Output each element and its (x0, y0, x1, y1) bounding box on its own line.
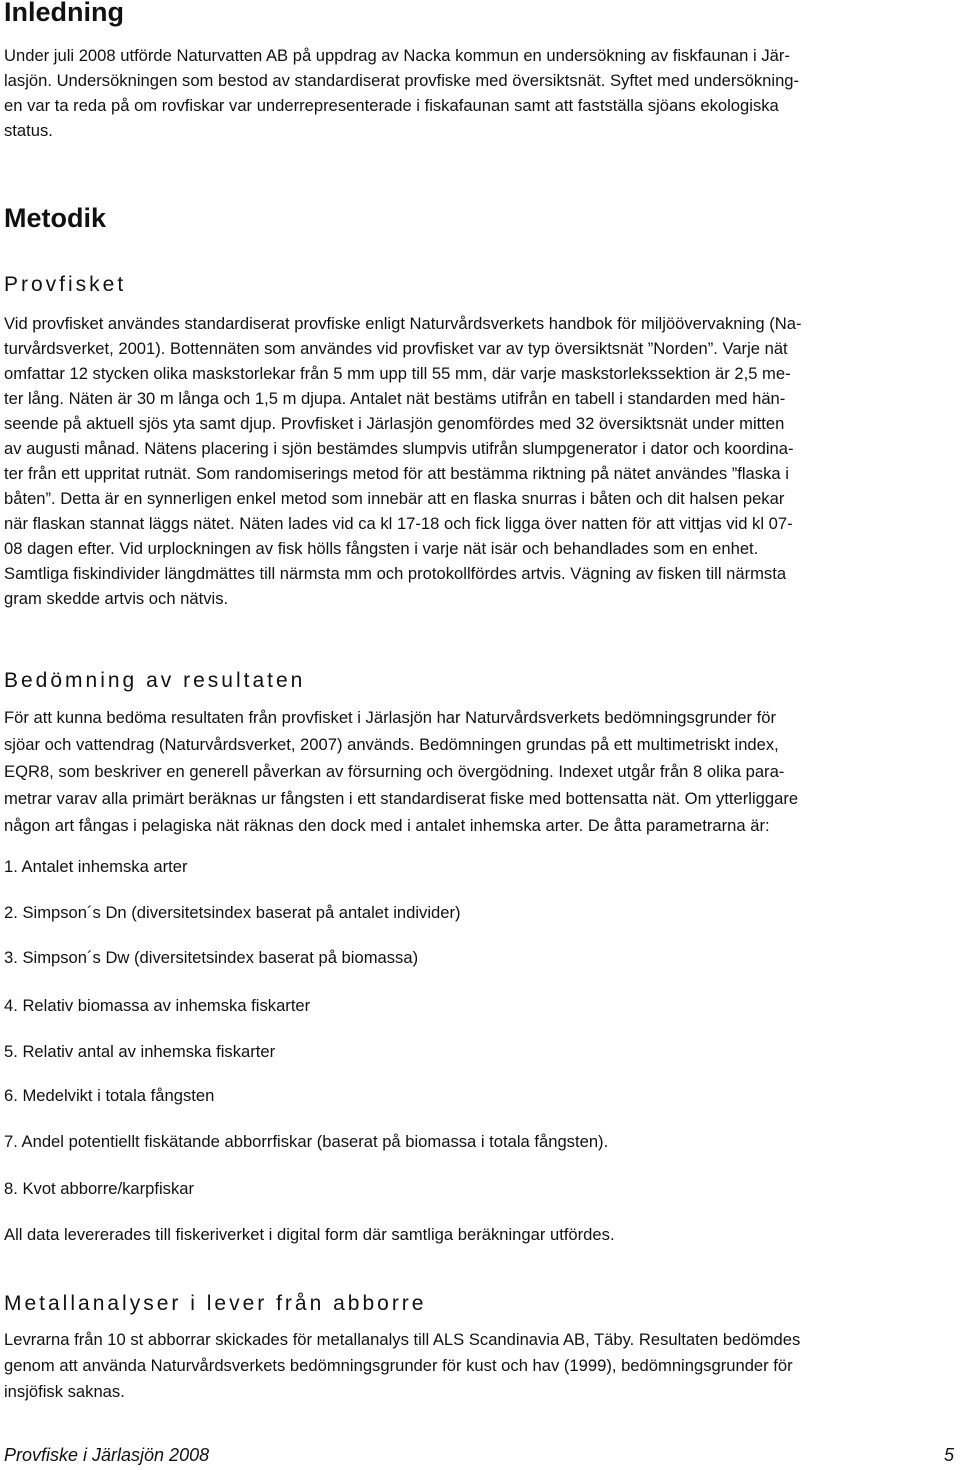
text-line: 08 dagen efter. Vid urplockningen av fisk hölls fångsten i varje nät isär och behandlades som en enhet. (4, 539, 759, 558)
text-line: insjöfisk saknas. (4, 1382, 125, 1401)
text-line: metrar varav alla primärt beräknas ur fångsten i ett standardiserat fiske med bottensatta nät. Om ytterliggare (4, 789, 799, 808)
text-line: lasjön. Undersökningen som bestod av standardiserat provfiske med översiktsnät. Syftet med undersökning- (4, 71, 800, 90)
text-line: genom att använda Naturvårdsverkets bedömningsgrunder för kust och hav (1999), bedömningsgrunder för (4, 1356, 793, 1375)
text-line: seende på aktuell sjös yta samt djup. Provfisket i Järlasjön genomfördes med 32 översiktsnät under mitten (4, 414, 785, 433)
heading-provfisket: Provfisket (4, 273, 127, 296)
assessment-paragraph (4, 704, 954, 839)
list-item: 7. Andel potentiellt fiskätande abborrfiskar (baserat på biomassa i totala fångsten). (4, 1132, 609, 1151)
text-line: sjöar och vattendrag (Naturvårdsverket, 2007) används. Bedömningen grundas på ett multimetriskt index, (4, 735, 779, 754)
text-line: turvårdsverket, 2001). Bottennäten som användes vid provfisket var av typ översiktsnät ”Norden”. Varje nät (4, 339, 788, 358)
text-line: Levrarna från 10 st abborrar skickades för metallanalys till ALS Scandinavia AB, Täby. Resultaten bedömdes (4, 1330, 801, 1349)
text-line: när flaskan stannat läggs nätet. Näten lades vid ca kl 17-18 och fick ligga över natten för att vittjas vid kl 07- (4, 514, 793, 533)
text-line: någon art fångas i pelagiska nät räknas den dock med i antalet inhemska arter. De åtta parametrarna är: (4, 816, 770, 835)
text-line: båten”. Detta är en synnerligen enkel metod som innebär att en flaska snurras i båten och dit halsen pekar (4, 489, 785, 508)
intro-paragraph (4, 43, 954, 143)
list-item: 6. Medelvikt i totala fångsten (4, 1086, 215, 1105)
text-line: av augusti månad. Nätens placering i sjön bestämdes slumpvis utifrån slumpgenerator i dator och koordina- (4, 439, 794, 458)
heading-inledning: Inledning (4, 0, 124, 27)
text-line: Vid provfisket användes standardiserat provfiske enligt Naturvårdsverkets handbok för miljöövervakning (Na- (4, 314, 802, 333)
text-line: status. (4, 121, 53, 140)
text-line: gram skedde artvis och nätvis. (4, 589, 229, 608)
provfisket-paragraph (4, 311, 954, 611)
heading-metodik: Metodik (4, 203, 107, 233)
heading-bedomning: Bedömning av resultaten (4, 669, 306, 692)
list-item: 8. Kvot abborre/karpfiskar (4, 1179, 194, 1198)
text-line: Under juli 2008 utförde Naturvatten AB på uppdrag av Nacka kommun en undersökning av fiskfaunan i Jär- (4, 46, 790, 65)
list-item: 5. Relativ antal av inhemska fiskarter (4, 1042, 276, 1061)
list-item: 3. Simpson´s Dw (diversitetsindex baserat på biomassa) (4, 948, 419, 967)
footer-title: Provfiske i Järlasjön 2008 (4, 1445, 210, 1465)
text-line: EQR8, som beskriver en generell påverkan av försurning och övergödning. Indexet utgår från 8 olika para- (4, 762, 785, 781)
heading-metallanalyser: Metallanalyser i lever från abborre (4, 1292, 427, 1315)
text-line: omfattar 12 stycken olika maskstorlekar från 5 mm upp till 55 mm, där varje maskstorlekssektion är 2,5 me- (4, 364, 791, 383)
metals-paragraph (4, 1327, 954, 1405)
list-item: 4. Relativ biomassa av inhemska fiskarter (4, 996, 311, 1015)
text-line: För att kunna bedöma resultaten från provfisket i Järlasjön har Naturvårdsverkets bedömningsgrunder för (4, 708, 776, 727)
closing-sentence: All data levererades till fiskeriverket i digital form där samtliga beräkningar utfördes. (4, 1225, 615, 1244)
text-line: Samtliga fiskindivider längdmättes till närmsta mm och protokollfördes artvis. Vägning av fisken till närmsta (4, 564, 787, 583)
list-item: 1. Antalet inhemska arter (4, 857, 188, 876)
text-line: en var ta reda på om rovfiskar var underrepresenterade i fiskafaunan samt att fastställa sjöans ekologiska (4, 96, 779, 115)
text-line: ter lång. Näten är 30 m långa och 1,5 m djupa. Antalet nät bestäms utifrån en tabell i standarden med hän- (4, 389, 786, 408)
page-number: 5 (943, 1445, 954, 1465)
text-line: ter från ett uppritat rutnät. Som randomiserings metod för att bestämma riktning på nätet användes ”flaska i (4, 464, 789, 483)
list-item: 2. Simpson´s Dn (diversitetsindex baserat på antalet individer) (4, 903, 461, 922)
